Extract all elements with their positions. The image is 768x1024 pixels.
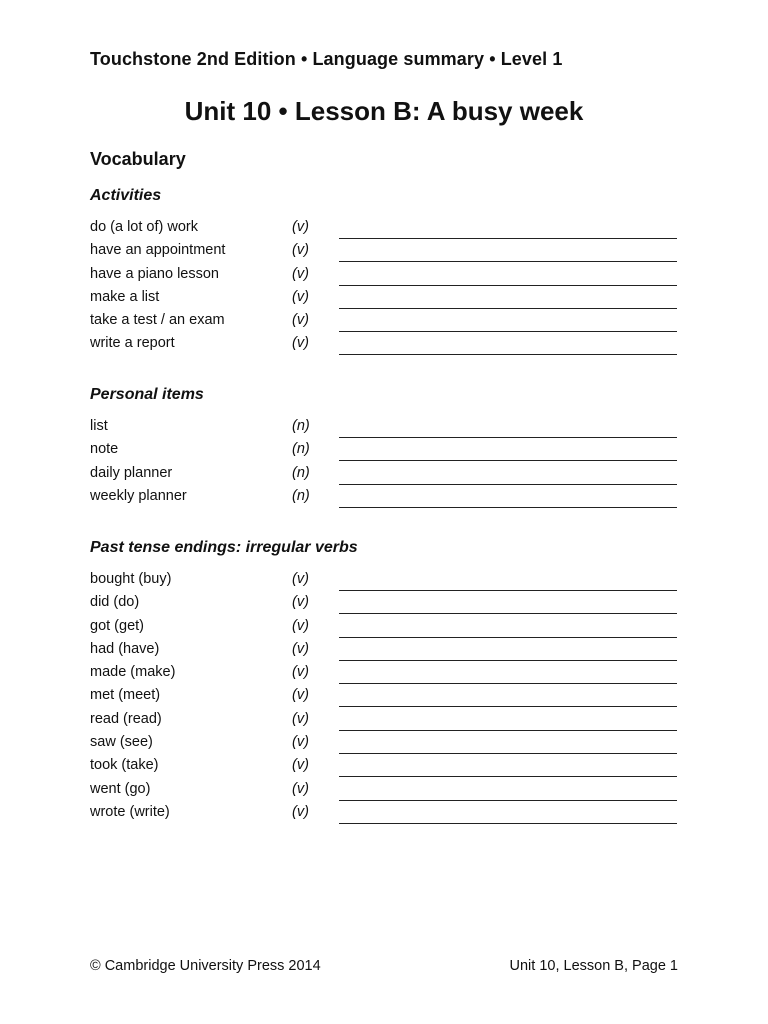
vocab-row xyxy=(90,416,690,439)
part-of-speech: (v) xyxy=(292,571,309,587)
part-of-speech: (v) xyxy=(292,242,309,259)
vocab-row xyxy=(90,802,690,825)
vocab-group-irregular-verbs xyxy=(90,538,690,825)
vocab-term: take a test / an exam xyxy=(90,312,225,329)
part-of-speech: (v) xyxy=(292,617,309,634)
vocab-term: saw (see) xyxy=(90,734,153,751)
vocab-row xyxy=(90,569,690,592)
part-of-speech: (v) xyxy=(292,594,309,611)
part-of-speech: (v) xyxy=(292,780,309,797)
vocab-term: made (make) xyxy=(90,664,176,681)
part-of-speech: (v) xyxy=(292,335,309,352)
answer-line xyxy=(339,331,677,332)
answer-line xyxy=(339,437,677,438)
answer-line xyxy=(339,823,677,824)
vocab-term: had (have) xyxy=(90,640,160,657)
vocab-term: met (meet) xyxy=(90,687,161,704)
answer-line xyxy=(339,660,677,661)
vocab-row xyxy=(90,732,690,755)
document-header: Touchstone 2nd Edition • Language summary • Level 1 xyxy=(90,49,563,69)
footer-copyright: © Cambridge University Press 2014 xyxy=(90,958,321,974)
answer-line xyxy=(339,484,677,485)
answer-line xyxy=(339,261,677,262)
vocab-group-activities xyxy=(90,186,690,357)
vocab-term: make a list xyxy=(90,288,160,305)
vocab-term: note xyxy=(90,441,119,458)
answer-line xyxy=(339,683,677,684)
answer-line xyxy=(339,637,677,638)
answer-line xyxy=(339,730,677,731)
vocab-row xyxy=(90,333,690,356)
answer-line xyxy=(339,308,677,309)
part-of-speech: (v) xyxy=(292,803,309,820)
part-of-speech: (v) xyxy=(292,687,309,704)
footer-page-info: Unit 10, Lesson B, Page 1 xyxy=(509,958,678,974)
vocab-term: wrote (write) xyxy=(90,803,170,820)
vocab-row xyxy=(90,755,690,778)
vocab-row xyxy=(90,463,690,486)
vocab-list xyxy=(90,217,690,357)
part-of-speech: (n) xyxy=(292,464,310,481)
vocab-row xyxy=(90,616,690,639)
vocab-term: got (get) xyxy=(90,617,144,634)
vocab-row xyxy=(90,287,690,310)
vocab-row xyxy=(90,779,690,802)
vocab-list xyxy=(90,569,690,825)
answer-line xyxy=(339,238,677,239)
vocab-term: do (a lot of) work xyxy=(90,219,198,235)
vocab-row xyxy=(90,685,690,708)
vocab-term: went (go) xyxy=(90,780,151,797)
vocab-group-personal-items xyxy=(90,385,690,509)
vocab-term: took (take) xyxy=(90,757,159,774)
part-of-speech: (v) xyxy=(292,664,309,681)
vocab-term: have a piano lesson xyxy=(90,265,219,282)
vocab-term: write a report xyxy=(90,335,175,352)
answer-line xyxy=(339,776,677,777)
vocab-term: bought (buy) xyxy=(90,571,172,587)
part-of-speech: (v) xyxy=(292,312,309,329)
answer-line xyxy=(339,753,677,754)
answer-line xyxy=(339,706,677,707)
answer-line xyxy=(339,590,677,591)
part-of-speech: (v) xyxy=(292,640,309,657)
vocab-term: list xyxy=(90,418,108,434)
part-of-speech: (n) xyxy=(292,487,310,504)
part-of-speech: (n) xyxy=(292,441,310,458)
vocab-row xyxy=(90,240,690,263)
answer-line xyxy=(339,285,677,286)
vocab-row xyxy=(90,486,690,509)
answer-line xyxy=(339,354,677,355)
answer-line xyxy=(339,800,677,801)
vocab-term: did (do) xyxy=(90,594,140,611)
vocab-row xyxy=(90,639,690,662)
vocab-row xyxy=(90,439,690,462)
vocab-row xyxy=(90,592,690,615)
part-of-speech: (v) xyxy=(292,710,309,727)
answer-line xyxy=(339,613,677,614)
vocab-list xyxy=(90,416,690,509)
answer-line xyxy=(339,507,677,508)
part-of-speech: (n) xyxy=(292,418,310,434)
part-of-speech: (v) xyxy=(292,757,309,774)
part-of-speech: (v) xyxy=(292,288,309,305)
part-of-speech: (v) xyxy=(292,734,309,751)
part-of-speech: (v) xyxy=(292,265,309,282)
vocab-term: weekly planner xyxy=(90,487,187,504)
vocab-row xyxy=(90,310,690,333)
group-title: Past tense endings: irregular verbs xyxy=(90,539,358,556)
vocab-term: have an appointment xyxy=(90,242,226,259)
vocab-term: read (read) xyxy=(90,710,162,727)
vocab-row xyxy=(90,709,690,732)
vocab-row xyxy=(90,662,690,685)
group-title: Activities xyxy=(90,187,162,204)
page-title: Unit 10 • Lesson B: A busy week xyxy=(184,96,584,126)
group-title: Personal items xyxy=(90,386,204,403)
answer-line xyxy=(339,460,677,461)
vocab-term: daily planner xyxy=(90,464,173,481)
vocab-row xyxy=(90,217,690,240)
part-of-speech: (v) xyxy=(292,219,309,235)
vocab-row xyxy=(90,264,690,287)
section-heading-vocabulary: Vocabulary xyxy=(90,149,186,169)
